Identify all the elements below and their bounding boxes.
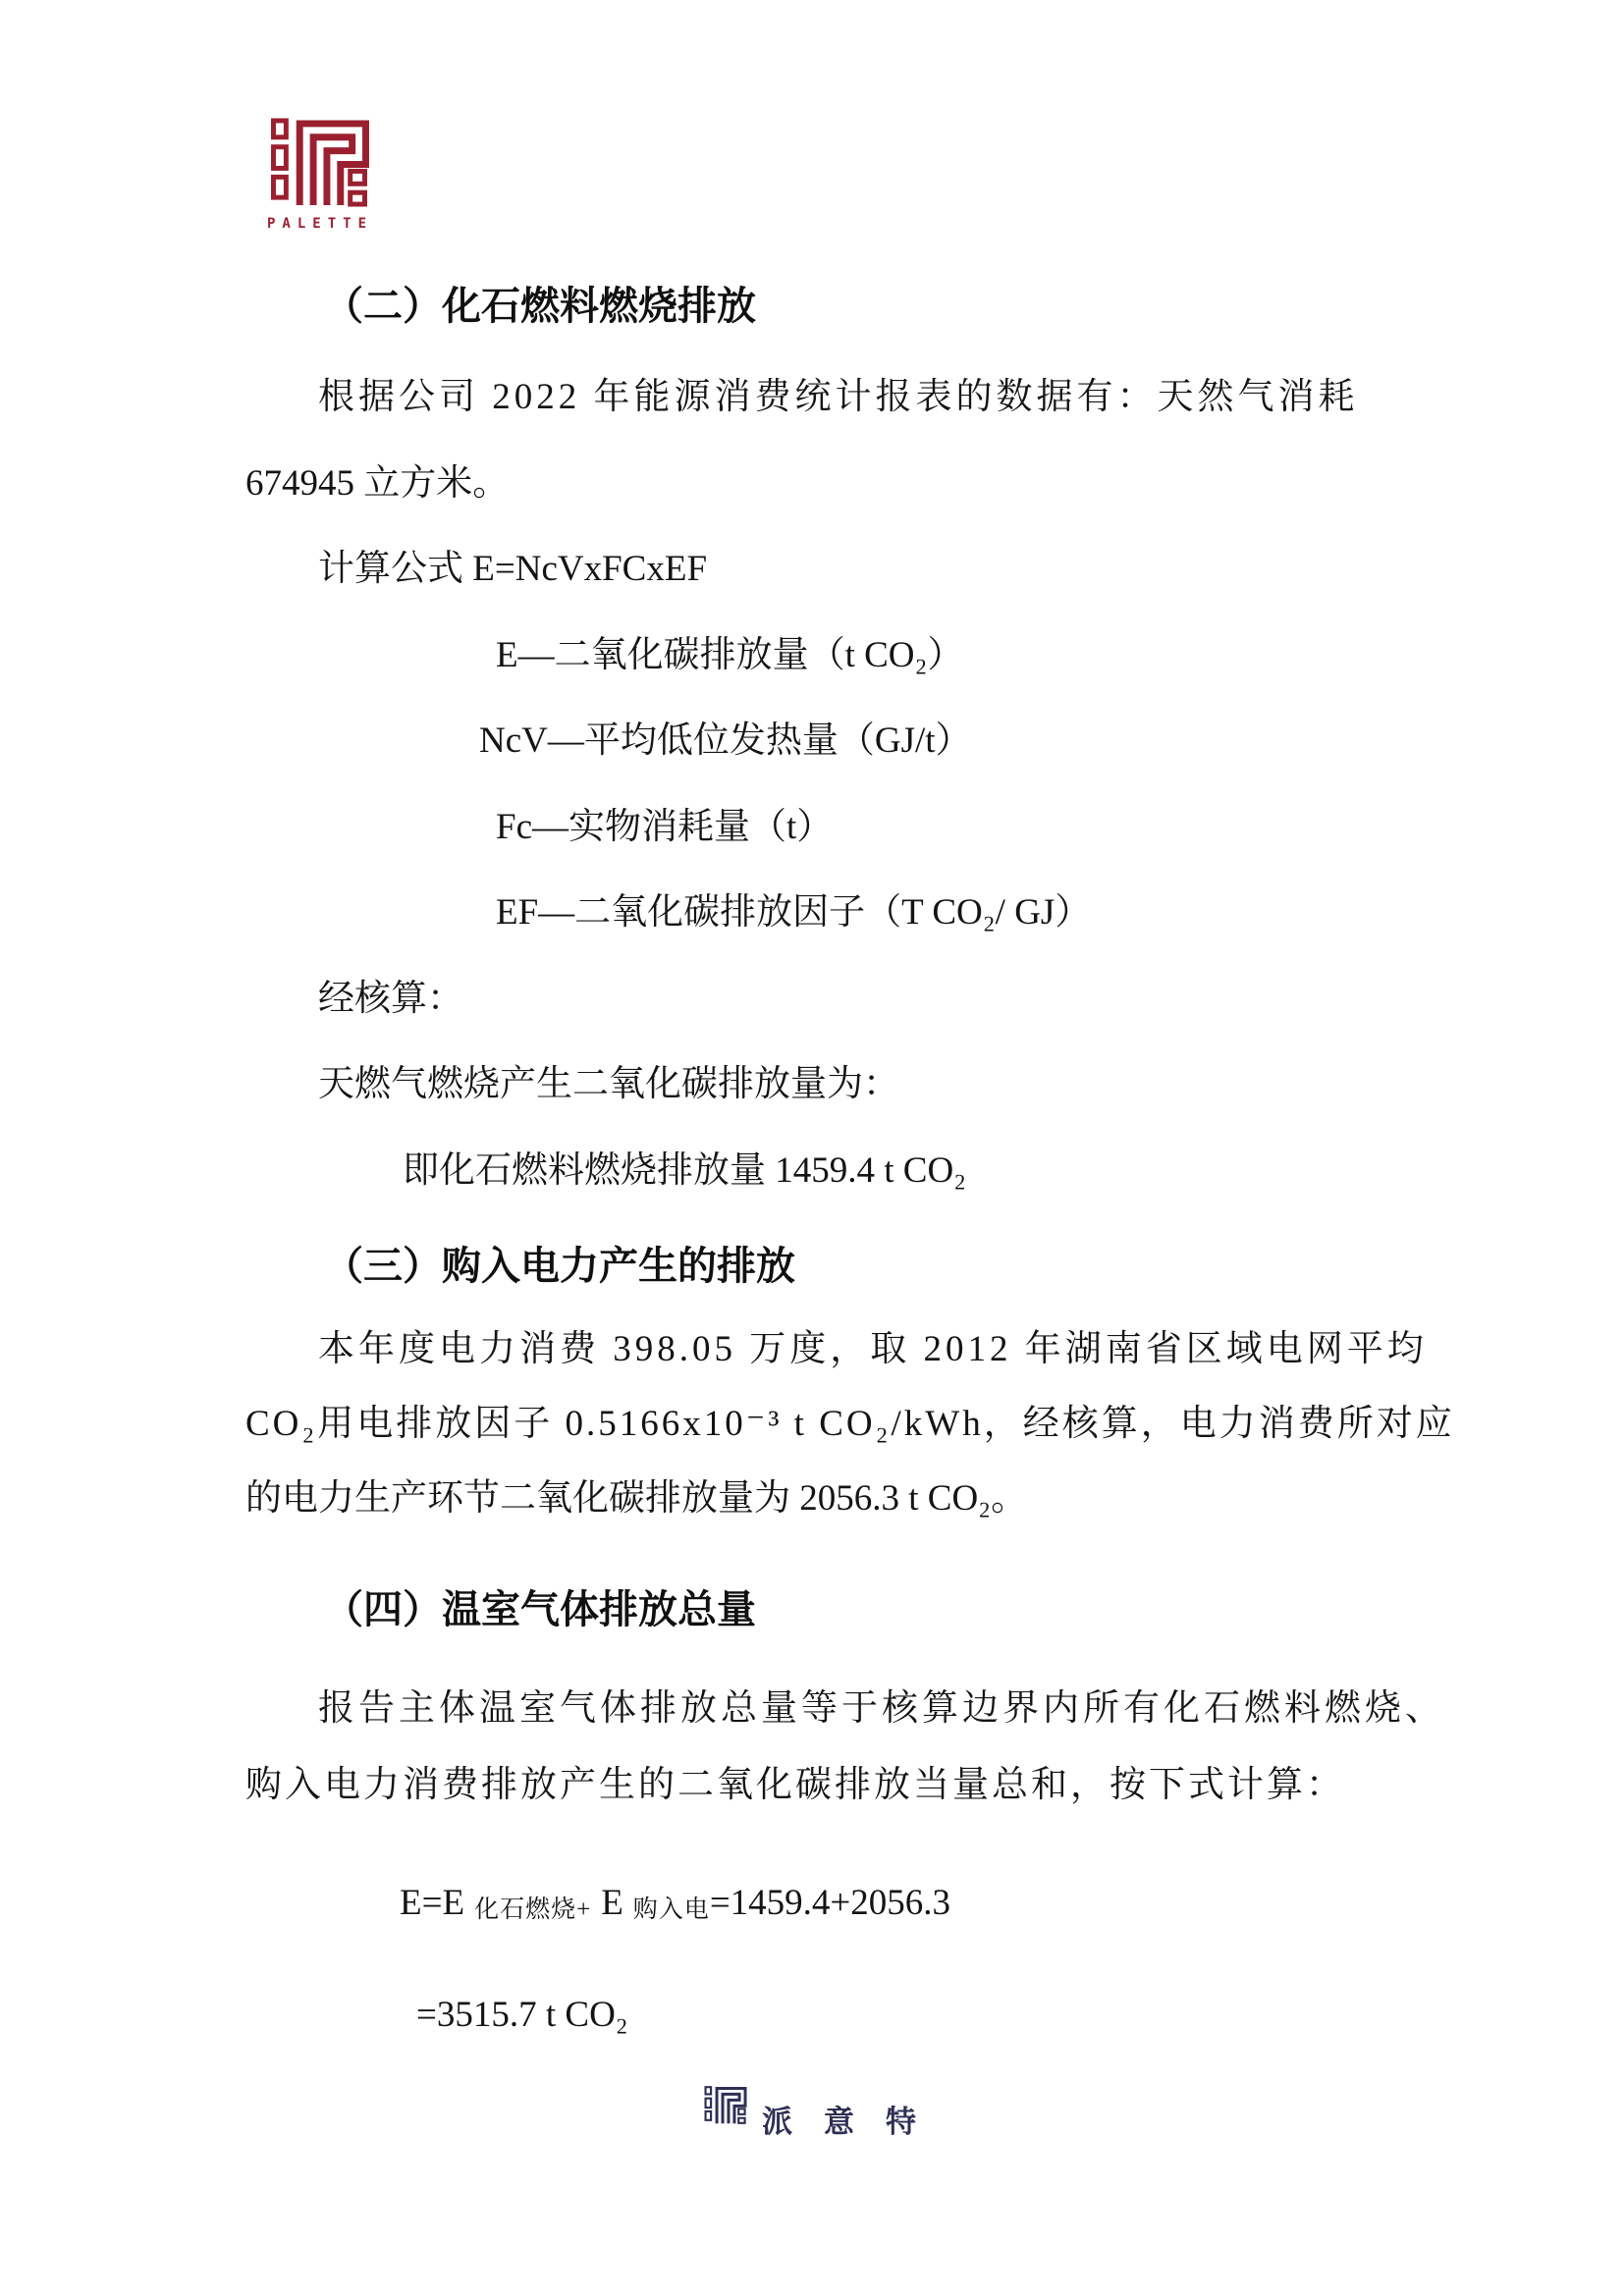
line-gas-emission-intro: 天燃气燃烧产生二氧化碳排放量为： <box>318 1064 899 1104</box>
line-power-consumption: 本年度电力消费 398.05 万度，取 2012 年湖南省区域电网平均 <box>318 1329 1428 1369</box>
line-fossil-emission-result: 即化石燃料燃烧排放量 1459.4 t CO₂ <box>403 1150 967 1191</box>
line-total-emission-intro: 报告主体温室气体排放总量等于核算边界内所有化石燃料燃烧、 <box>318 1688 1445 1729</box>
footer-logo <box>703 2085 947 2141</box>
line-gas-consumption-intro: 根据公司 2022 年能源消费统计报表的数据有：天然气消耗 <box>318 377 1359 417</box>
palette-maze-icon-footer <box>703 2085 748 2125</box>
line-total-equation <box>400 1881 950 1926</box>
header-logo-wordmark: PALETTE <box>267 216 374 232</box>
equation-subscript-fossil: 化石燃烧+ <box>474 1896 592 1923</box>
line-gas-consumption-volume: 674945 立方米。 <box>245 463 510 504</box>
header-logo <box>267 116 377 232</box>
section-heading-purchased-power: （三）购入电力产生的排放 <box>324 1245 795 1288</box>
line-after-calculation: 经核算： <box>318 979 463 1019</box>
section-heading-fossil-fuel: （二）化石燃料燃烧排放 <box>324 285 756 328</box>
equation-e-term2: E <box>601 1883 623 1923</box>
line-total-equation-result: =3515.7 t CO₂ <box>416 1995 628 2035</box>
equation-subscript-power: 购入电 <box>632 1896 710 1923</box>
line-calculation-formula: 计算公式 E=NcVxFCxEF <box>318 549 708 589</box>
section-heading-total-ghg: （四）温室气体排放总量 <box>324 1588 756 1631</box>
line-definition-ef: EF—二氧化碳排放因子（T CO₂/ GJ） <box>496 892 1092 933</box>
footer-brand-text: 派意特 <box>762 2105 947 2139</box>
line-definition-fc: Fc—实物消耗量（t） <box>496 807 834 847</box>
palette-maze-icon <box>267 116 373 209</box>
equation-e-terms: E=E <box>400 1883 465 1923</box>
line-power-emission-factor: CO₂用电排放因子 0.5166x10⁻³ t CO₂/kWh，经核算，电力消费所对应 <box>245 1404 1455 1444</box>
line-power-emission-result: 的电力生产环节二氧化碳排放量为 2056.3 t CO₂。 <box>245 1478 1028 1519</box>
line-total-emission-formula-intro: 购入电力消费排放产生的二氧化碳排放当量总和，按下式计算： <box>245 1765 1345 1805</box>
equation-values: =1459.4+2056.3 <box>709 1883 951 1923</box>
line-definition-e: E—二氧化碳排放量（t CO₂） <box>496 635 964 675</box>
line-definition-ncv: NcV—平均低位发热量（GJ/t） <box>479 721 972 761</box>
